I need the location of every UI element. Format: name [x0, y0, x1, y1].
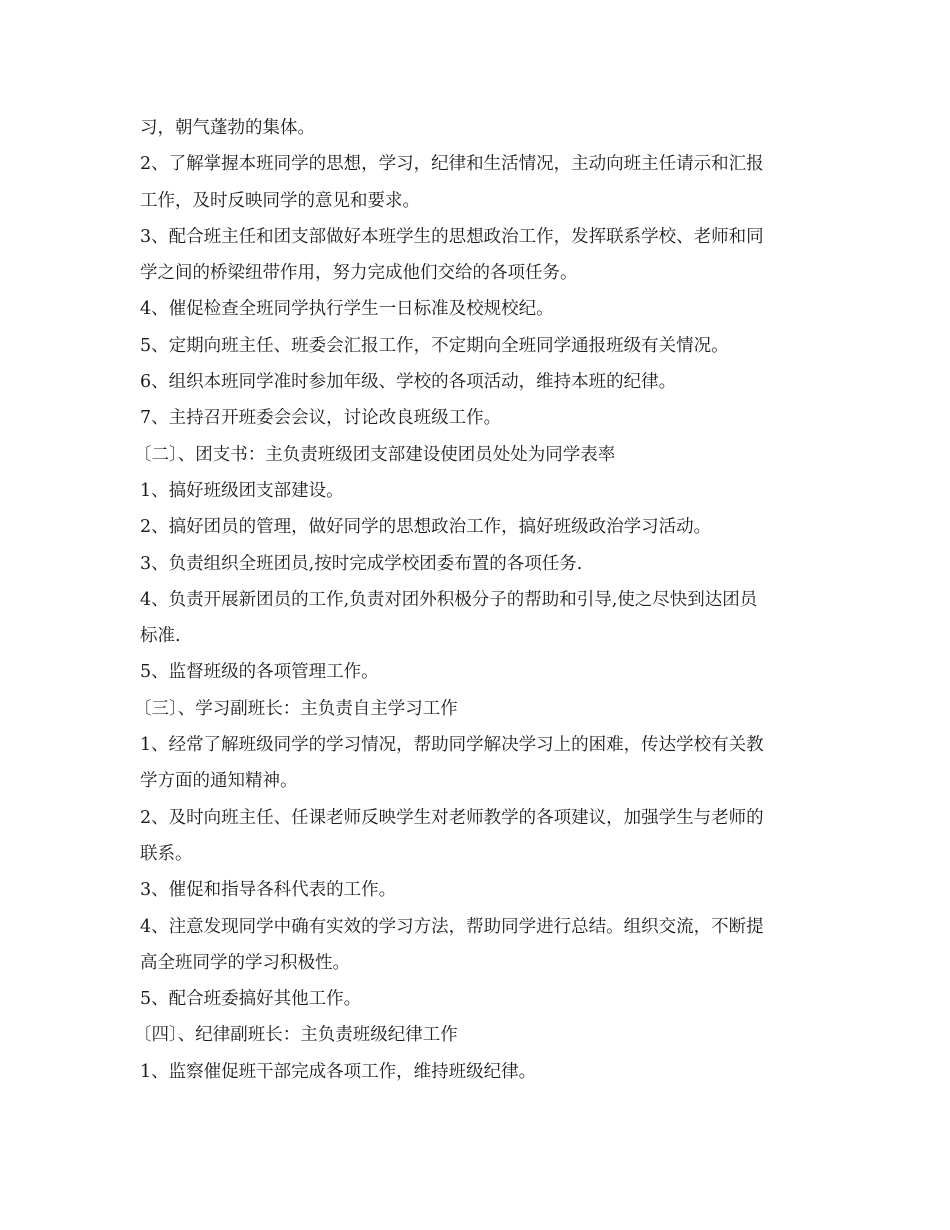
- list-item: 2、及时向班主任、任课老师反映学生对老师教学的各项建议，加强学生与老师的: [140, 807, 764, 828]
- list-item: 7、主持召开班委会会议，讨论改良班级工作。: [140, 408, 502, 429]
- text-line: 标准.: [140, 626, 181, 647]
- section-heading-2: 〔二〕、团支书：主负责班级团支部建设使团员处处为同学表率: [134, 444, 616, 465]
- list-item: 3、负责组织全班团员,按时完成学校团委布置的各项任务.: [140, 553, 583, 574]
- text-line: 联系。: [140, 843, 193, 864]
- text-line: 习，朝气蓬勃的集体。: [140, 118, 315, 138]
- list-item: 5、监督班级的各项管理工作。: [140, 662, 379, 683]
- list-item: 4、催促检查全班同学执行学生一日标准及校规校纪。: [140, 299, 554, 320]
- list-item: 1、监察催促班干部完成各项工作，维持班级纪律。: [140, 1061, 537, 1082]
- list-item: 5、定期向班主任、班委会汇报工作，不定期向全班同学通报班级有关情况。: [140, 335, 729, 356]
- list-item: 3、催促和指导各科代表的工作。: [140, 880, 397, 901]
- section-heading-4: 〔四〕、纪律副班长：主负责班级纪律工作: [134, 1025, 458, 1046]
- list-item: 2、了解掌握本班同学的思想，学习，纪律和生活情况，主动向班主任请示和汇报: [140, 154, 764, 175]
- section-heading-3: 〔三〕、学习副班长：主负责自主学习工作: [134, 698, 458, 719]
- list-item: 1、搞好班级团支部建设。: [140, 480, 344, 501]
- text-line: 学之间的桥梁纽带作用，努力完成他们交给的各项任务。: [140, 263, 578, 284]
- list-item: 4、负责开展新团员的工作,负责对团外积极分子的帮助和引导,使之尽快到达团员: [140, 589, 758, 610]
- list-item: 6、组织本班同学准时参加年级、学校的各项活动，维持本班的纪律。: [140, 372, 677, 393]
- list-item: 4、注意发现同学中确有实效的学习方法，帮助同学进行总结。组织交流，不断提: [140, 916, 764, 937]
- list-item: 3、配合班主任和团支部做好本班学生的思想政治工作，发挥联系学校、老师和同: [140, 226, 764, 247]
- text-line: 工作，及时反映同学的意见和要求。: [140, 190, 420, 211]
- document-page: [134, 110, 805, 1090]
- list-item: 1、经常了解班级同学的学习情况，帮助同学解决学习上的困难，传达学校有关教: [140, 735, 764, 756]
- text-line: 学方面的通知精神。: [140, 771, 298, 792]
- list-item: 2、搞好团员的管理，做好同学的思想政治工作，搞好班级政治学习活动。: [140, 517, 712, 538]
- list-item: 5、配合班委搞好其他工作。: [140, 989, 362, 1010]
- text-line: 高全班同学的学习积极性。: [140, 952, 350, 973]
